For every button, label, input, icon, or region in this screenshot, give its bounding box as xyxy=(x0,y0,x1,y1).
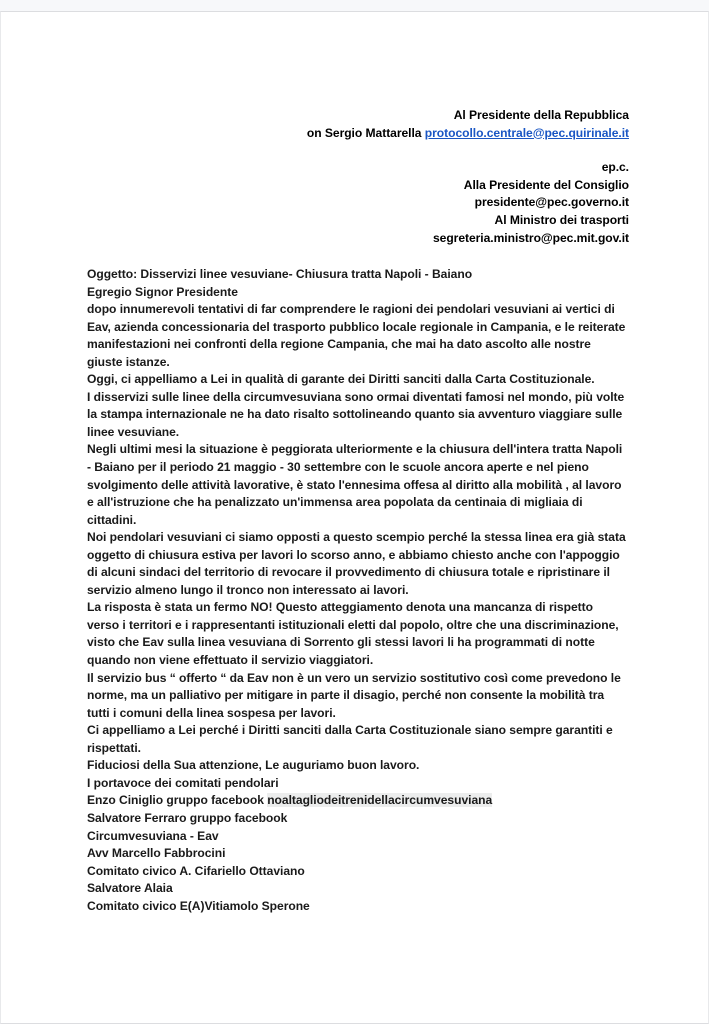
paragraph-6: La risposta è stata un fermo NO! Questo atteggiamento denota una mancanza di rispetto verso i territori e i rappresentanti istituzionali eletti dal popolo, oltre che una discriminazione, visto che Eav sulla linea vesuviana di Sorrento gli stessi lavori li ha programmati di notte quando non viene effettuato il servizio viaggiatori. xyxy=(87,600,619,668)
closing-line: Fiduciosi della Sua attenzione, Le auguriamo buon lavoro. xyxy=(87,758,420,773)
viewer-top-strip xyxy=(0,0,709,11)
addressee-primary: Al Presidente della Repubblica xyxy=(453,108,629,122)
paragraph-3: I disservizi sulle linee della circumvesuviana sono ormai diventati famosi nel mondo, più volte la stampa internazionale ne ha dato risalto sottolineando quanto sia avventuro viaggiare sulle linee vesuviane. xyxy=(87,389,625,439)
addressee-name: on Sergio Mattarella xyxy=(306,125,425,140)
paragraph-8: Ci appelliamo a Lei perché i Diritti sanciti dalla Carta Costituzionale siano sempre garantiti e rispettati. xyxy=(87,723,613,755)
cc-email-governo: presidente@pec.governo.it xyxy=(474,195,629,210)
facebook-group-name: noaltagliodeitrenidellacircumvesuviana xyxy=(267,793,493,808)
cc-email-mit: segreteria.ministro@pec.mit.gov.it xyxy=(432,230,629,245)
letter-content xyxy=(87,266,627,915)
cc-recipient-ministro: Al Ministro dei trasporti xyxy=(494,212,629,227)
paragraph-1: dopo innumerevoli tentativi di far comprendere le ragioni dei pendolari vesuviani ai vertici di Eav, azienda concessionaria del trasporto pubblico locale regionale in Campania, e le reiterate manifestazioni nei confronti della regione Campania, che mai ha dato ascolto alle nostre giuste istanze. xyxy=(87,302,626,369)
signatories-intro: I portavoce dei comitati pendolari xyxy=(87,775,279,790)
paragraph-2: Oggi, ci appelliamo a Lei in qualità di garante dei Diritti sanciti dalla Carta Costituzionale. xyxy=(87,372,595,387)
signatory-2: Salvatore Ferraro gruppo facebook xyxy=(87,810,288,825)
addressee-primary-contact xyxy=(87,125,629,143)
subject-line: Oggetto: Disservizi linee vesuviane- Chiusura tratta Napoli - Baiano xyxy=(87,267,473,281)
signatory-5: Comitato civico A. Cifariello Ottaviano xyxy=(87,863,305,878)
signatory-6: Salvatore Alaia xyxy=(87,881,173,896)
salutation-line: Egregio Signor Presidente xyxy=(87,284,238,299)
paragraph-7: Il servizio bus “ offerto “ da Eav non è un vero un servizio sostitutivo così come prevedono le norme, ma un palliativo per mitigare in parte il disagio, perché non consente la mobilità tra tutti i comuni della linea sospesa per lavori. xyxy=(87,670,621,720)
cc-recipient-consiglio: Alla Presidente del Consiglio xyxy=(463,177,629,192)
quirinale-email-link[interactable]: protocollo.centrale@pec.quirinale.it xyxy=(424,125,629,140)
signatory-4: Avv Marcello Fabbrocini xyxy=(87,846,226,861)
letter-header xyxy=(87,107,629,247)
signatory-3: Circumvesuviana - Eav xyxy=(87,828,219,843)
paragraph-5: Noi pendolari vesuviani ci siamo opposti a questo scempio perché la stessa linea era già stata oggetto di chiusura estiva per lavori lo scorso anno, e abbiamo chiesto anche con l'appoggio di alcuni sindaci del territorio di revocare il provvedimento di chiusura totale e ripristinare il servizio almeno lungo il tronco non interessato ai lavori. xyxy=(87,530,626,597)
signatory-1-name: Enzo Ciniglio gruppo facebook xyxy=(87,793,268,808)
signatory-7: Comitato civico E(A)Vitiamolo Sperone xyxy=(87,898,310,913)
header-spacer xyxy=(87,142,629,159)
paragraph-4: Negli ultimi mesi la situazione è peggiorata ulteriormente e la chiusura dell'intera tratta Napoli - Baiano per il periodo 21 maggio - 30 settembre con le scuole ancora aperte e nel pieno svolgimento delle attività lavorative, è stato l'ennesima offesa al diritto alla mobilità , al lavoro e all'istruzione che ha penalizzato un'immensa area popolata da centinaia di migliaia di cittadini. xyxy=(87,442,623,527)
document-page xyxy=(0,11,709,1024)
signatory-1 xyxy=(87,792,627,810)
cc-label: ep.c. xyxy=(601,160,629,175)
